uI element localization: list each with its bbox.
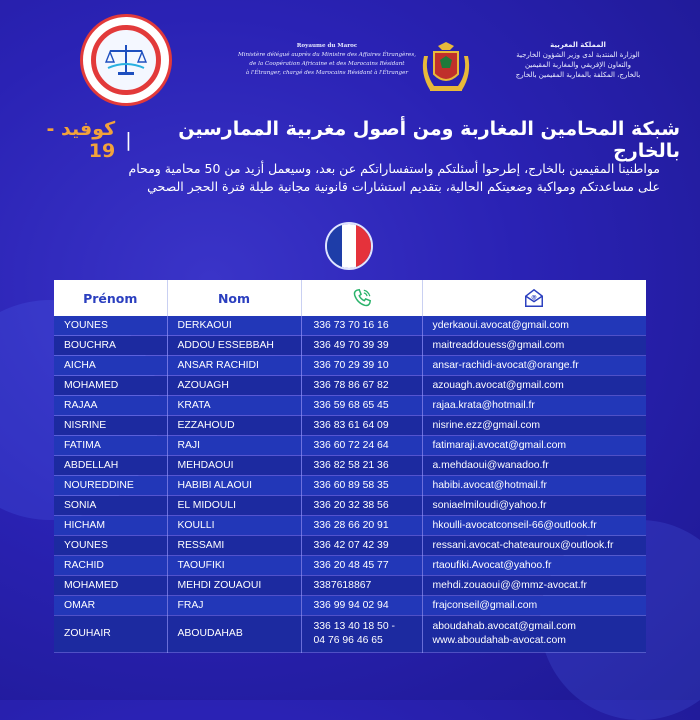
header [0, 0, 700, 120]
cell-prenom: YOUNES [54, 536, 167, 556]
table-row [54, 536, 646, 556]
cell-email: frajconseil@gmail.com [422, 596, 646, 616]
cell-prenom: RAJAA [54, 396, 167, 416]
table-row [54, 556, 646, 576]
cell-nom: TAOUFIKI [167, 556, 301, 576]
page-title [20, 118, 680, 162]
cell-nom: HABIBI ALAOUI [167, 476, 301, 496]
cell-email: azouagh.avocat@gmail.com [422, 376, 646, 396]
cell-email: hkoulli-avocatconseil-66@outlook.fr [422, 516, 646, 536]
table-row [54, 336, 646, 356]
cell-prenom: FATIMA [54, 436, 167, 456]
cell-prenom: MOHAMED [54, 576, 167, 596]
column-header-nom: Nom [167, 280, 301, 316]
cell-phone: 336 59 68 65 45 [301, 396, 422, 416]
cell-nom: RESSAMI [167, 536, 301, 556]
table-row [54, 456, 646, 476]
table-row [54, 376, 646, 396]
subtitle [40, 160, 660, 196]
cell-phone: 336 20 48 45 77 [301, 556, 422, 576]
cell-phone: 336 28 66 20 91 [301, 516, 422, 536]
scales-of-justice-icon [104, 42, 148, 78]
phone-icon [351, 287, 373, 309]
cell-email: soniaelmiloudi@yahoo.fr [422, 496, 646, 516]
cell-email: maitreaddouess@gmail.com [422, 336, 646, 356]
cell-prenom: NOUREDDINE [54, 476, 167, 496]
lawyers-table [54, 280, 646, 653]
table-row [54, 356, 646, 376]
cell-prenom: MOHAMED [54, 376, 167, 396]
lawyers-network-logo [80, 14, 172, 106]
table-row [54, 436, 646, 456]
cell-prenom: OMAR [54, 596, 167, 616]
cell-nom: RAJI [167, 436, 301, 456]
cell-email: habibi.avocat@hotmail.fr [422, 476, 646, 496]
cell-nom: ABOUDAHAB [167, 616, 301, 653]
cell-nom: MEHDAOUI [167, 456, 301, 476]
cell-phone [301, 616, 422, 653]
cell-prenom: NISRINE [54, 416, 167, 436]
column-header-phone [301, 280, 422, 316]
cell-phone: 336 78 86 67 82 [301, 376, 422, 396]
cell-nom: KRATA [167, 396, 301, 416]
website-line: www.aboudahab-avocat.com [432, 635, 566, 646]
email-icon [523, 287, 545, 309]
column-header-prenom: Prénom [54, 280, 167, 316]
cell-phone: 336 42 07 42 39 [301, 536, 422, 556]
cell-nom: ANSAR RACHIDI [167, 356, 301, 376]
cell-phone: 336 60 72 24 64 [301, 436, 422, 456]
cell-nom: FRAJ [167, 596, 301, 616]
ministry-name-french: Royaume du Maroc Ministère délégué auprès du Ministre des Affaires Étrangères, de la Coopération Africaine et des Marocains Résidant à l'Étranger, chargé des Marocains Résidant à l'Étranger [237, 43, 417, 76]
cell-prenom: SONIA [54, 496, 167, 516]
cell-phone: 336 49 70 39 39 [301, 336, 422, 356]
column-header-email [422, 280, 646, 316]
svg-text:@: @ [531, 294, 537, 301]
cell-prenom: ABDELLAH [54, 456, 167, 476]
cell-phone: 336 82 58 21 36 [301, 456, 422, 476]
table-row [54, 316, 646, 336]
table-row [54, 396, 646, 416]
cell-prenom: YOUNES [54, 316, 167, 336]
cell-nom: ADDOU ESSEBBAH [167, 336, 301, 356]
table-row [54, 516, 646, 536]
cell-phone: 3387618867 [301, 576, 422, 596]
cell-phone: 336 99 94 02 94 [301, 596, 422, 616]
table-row [54, 616, 646, 653]
cell-prenom: ZOUHAIR [54, 616, 167, 653]
cell-email: ansar-rachidi-avocat@orange.fr [422, 356, 646, 376]
cell-phone: 336 60 89 58 35 [301, 476, 422, 496]
phone-line: 04 76 96 46 65 [313, 635, 383, 646]
cell-email [422, 616, 646, 653]
cell-email: rajaa.krata@hotmail.fr [422, 396, 646, 416]
cell-nom: EZZAHOUD [167, 416, 301, 436]
email-line: aboudahab.avocat@gmail.com [432, 621, 576, 632]
cell-email: mehdi.zouaoui@@mmz-avocat.fr [422, 576, 646, 596]
cell-prenom: AICHA [54, 356, 167, 376]
moroccan-coat-of-arms-icon [420, 42, 472, 94]
cell-nom: MEHDI ZOUAOUI [167, 576, 301, 596]
cell-phone: 336 20 32 38 56 [301, 496, 422, 516]
france-flag-icon [325, 222, 373, 270]
table-row [54, 416, 646, 436]
cell-email: ressani.avocat-chateauroux@outlook.fr [422, 536, 646, 556]
cell-prenom: RACHID [54, 556, 167, 576]
ministry-name-arabic: المملكة المغربية الوزارة المنتدبة لدى وزير الشؤون الخارجية والتعاون الإفريقي والمغاربة المقيمين بالخارج، المكلفة بالمغاربة المقيمين بالخارج [515, 41, 641, 79]
cell-email: yderkaoui.avocat@gmail.com [422, 316, 646, 336]
cell-phone: 336 70 29 39 10 [301, 356, 422, 376]
subtitle-line: على مساعدتكم ومواكبة وضعيتكم الحالية، بتقديم استشارات قانونية مجانية طيلة فترة الحجر الصحي [147, 179, 660, 194]
cell-phone: 336 73 70 16 16 [301, 316, 422, 336]
cell-email: a.mehdaoui@wanadoo.fr [422, 456, 646, 476]
cell-email: nisrine.ezz@gmail.com [422, 416, 646, 436]
title-separator: | [125, 129, 132, 151]
phone-line: 336 13 40 18 50 - [313, 621, 395, 632]
cell-email: fatimaraji.avocat@gmail.com [422, 436, 646, 456]
cell-nom: DERKAOUI [167, 316, 301, 336]
table-row [54, 576, 646, 596]
cell-nom: KOULLI [167, 516, 301, 536]
table-header-row [54, 280, 646, 316]
subtitle-line: مواطنينا المقيمين بالخارج، إطرحوا أسئلتكم واستفساراتكم عن بعد، وسيعمل أزيد من 50 محامية ومحام [128, 161, 660, 176]
cell-phone: 336 83 61 64 09 [301, 416, 422, 436]
table-row [54, 476, 646, 496]
cell-prenom: BOUCHRA [54, 336, 167, 356]
cell-nom: EL MIDOULI [167, 496, 301, 516]
table-row [54, 496, 646, 516]
title-covid: كوفيد - 19 [46, 118, 116, 162]
cell-email: rtaoufiki.Avocat@yahoo.fr [422, 556, 646, 576]
title-main: شبكة المحامين المغاربة ومن أصول مغربية الممارسين بالخارج [178, 118, 680, 162]
table-row [54, 596, 646, 616]
cell-nom: AZOUAGH [167, 376, 301, 396]
cell-prenom: HICHAM [54, 516, 167, 536]
